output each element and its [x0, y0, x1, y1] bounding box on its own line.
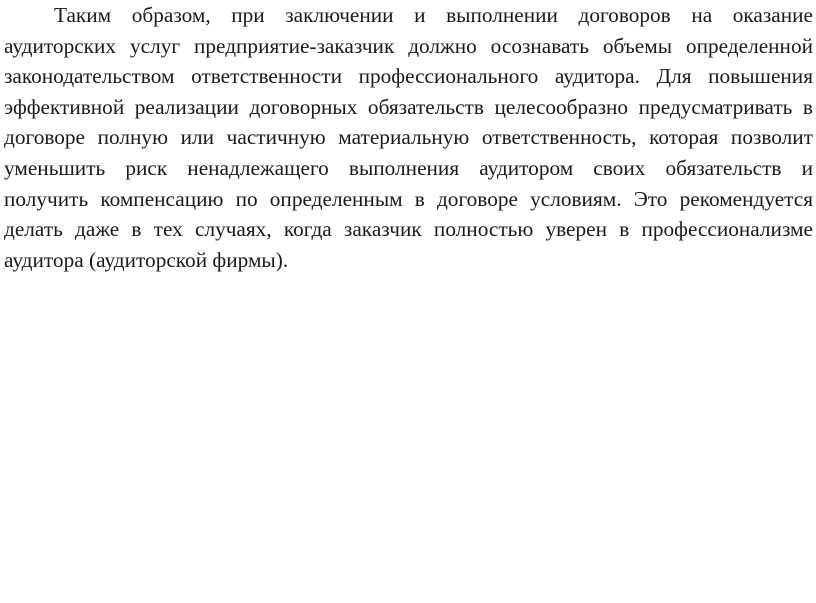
- paragraph-line-1: Таким образом, при заключении и выполнении договоров на оказание: [54, 3, 813, 27]
- paragraph-line-9: аудитора (аудиторской фирмы).: [4, 247, 289, 272]
- paragraph-line-5: договоре полную или частичную материальную ответственность, которая позволит: [4, 125, 813, 150]
- paragraph-line-7: получить компенсацию по определенным в договоре условиям. Это рекомендуется: [4, 186, 813, 211]
- paragraph-line-4: эффективной реализации договорных обязательств целесообразно предусматривать в: [4, 94, 813, 119]
- paragraph-line-8: делать даже в тех случаях, когда заказчик полностью уверен в профессионализме: [4, 217, 813, 242]
- paragraph-line-6: уменьшить риск ненадлежащего выполнения аудитором своих обязательств и: [4, 155, 813, 180]
- paragraph-line-3: законодательством ответственности профессионального аудитора. Для повышения: [4, 64, 813, 89]
- body-paragraph: [4, 0, 813, 275]
- paragraph-line-2: аудиторских услуг предприятие-заказчик должно осознавать объемы определенной: [4, 33, 813, 58]
